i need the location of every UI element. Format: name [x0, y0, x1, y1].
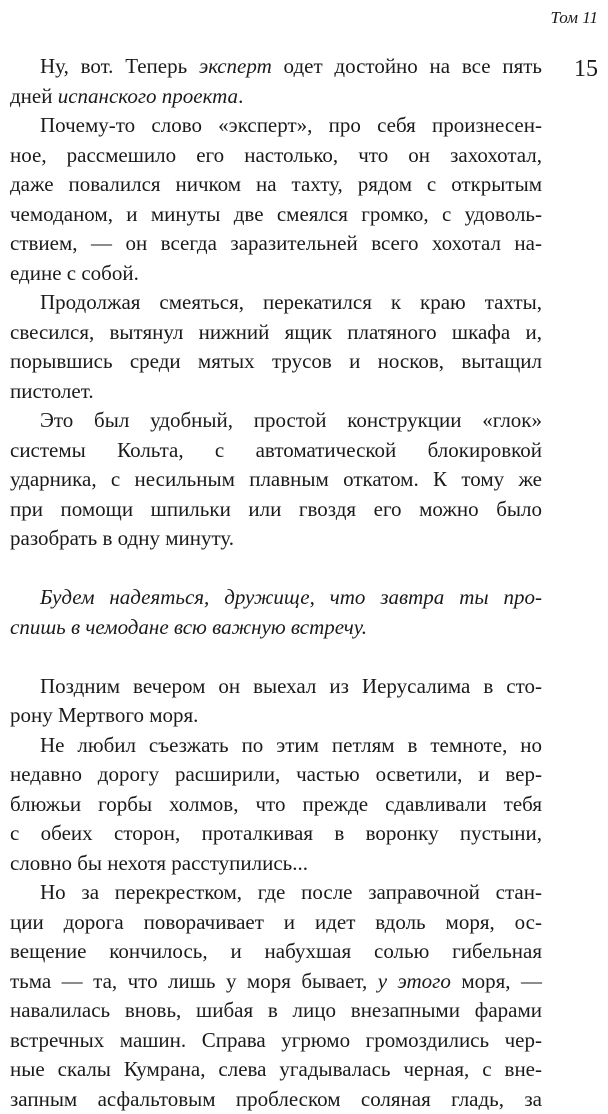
text-line: Ну, вот. Теперь эксперт одет достойно на все пять — [10, 52, 542, 82]
text-line: Не любил съезжать по этим петлям в темноте, но — [10, 731, 542, 761]
text-line: системы Кольта, с автоматической блокировкой — [10, 436, 542, 466]
text-line: ции дорога поворачивает и идет вдоль моря, ос- — [10, 908, 542, 938]
text-line: Но за перекрестком, где после заправочной стан- — [10, 878, 542, 908]
text-line: ударника, с несильным плавным откатом. К тому же — [10, 465, 542, 495]
paragraph-3 — [10, 288, 542, 406]
text-line: запным асфальтовым проблеском соляная гладь, за — [10, 1085, 542, 1114]
text-line: тьма — та, что лишь у моря бывает, у этого моря, — — [10, 967, 542, 997]
paragraph-8 — [10, 878, 542, 1114]
text-line: пистолет. — [10, 377, 542, 407]
text-line: ные скалы Кумрана, слева угадывалась черная, с вне- — [10, 1055, 542, 1085]
text-line: чемоданом, и минуты две смеялся громко, с удоволь- — [10, 200, 542, 230]
text-line: Продолжая смеяться, перекатился к краю тахты, — [10, 288, 542, 318]
text-line: рону Мертвого моря. — [10, 701, 542, 731]
italic-aside — [10, 583, 542, 642]
text-line: навалилась вновь, шибая в лицо внезапными фарами — [10, 996, 542, 1026]
text-line: вещение кончилось, и набухшая солью гибельная — [10, 937, 542, 967]
paragraph-4 — [10, 406, 542, 554]
text-line: Поздним вечером он выехал из Иерусалима в сто- — [10, 672, 542, 702]
text-line: свесился, вытянул нижний ящик платяного шкафа и, — [10, 318, 542, 348]
body-text — [10, 52, 542, 1114]
text-line: ствием, — он всегда заразительней всего хохотал на- — [10, 229, 542, 259]
text-line: недавно дорогу расширили, частью осветили, и вер- — [10, 760, 542, 790]
text-line: спишь в чемодане всю важную встречу. — [10, 613, 542, 643]
text-line: разобрать в одну минуту. — [10, 524, 542, 554]
text-line: дней испанского проекта. — [10, 82, 542, 112]
paragraph-7 — [10, 731, 542, 879]
text-line: встречных машин. Справа угрюмо громоздились чер- — [10, 1026, 542, 1056]
running-head: Том 11 — [550, 8, 598, 28]
paragraph-1 — [10, 52, 542, 111]
text-line: при помощи шпильки или гвоздя его можно было — [10, 495, 542, 525]
text-line: блюжьи горбы холмов, что прежде сдавливали тебя — [10, 790, 542, 820]
text-line: с обеих сторон, проталкивая в воронку пустыни, — [10, 819, 542, 849]
text-line: Будем надеяться, дружище, что завтра ты про- — [10, 583, 542, 613]
text-line: словно бы нехотя расступились... — [10, 849, 542, 879]
paragraph-2 — [10, 111, 542, 288]
page-number: 15 — [574, 56, 598, 83]
paragraph-6 — [10, 672, 542, 731]
text-line: Это был удобный, простой конструкции «глок» — [10, 406, 542, 436]
text-line: ное, рассмешило его настолько, что он захохотал, — [10, 141, 542, 171]
text-line: даже повалился ничком на тахту, рядом с открытым — [10, 170, 542, 200]
text-line: порывшись среди мятых трусов и носков, вытащил — [10, 347, 542, 377]
text-line: Почему-то слово «эксперт», про себя произнесен- — [10, 111, 542, 141]
text-line: едине с собой. — [10, 259, 542, 289]
